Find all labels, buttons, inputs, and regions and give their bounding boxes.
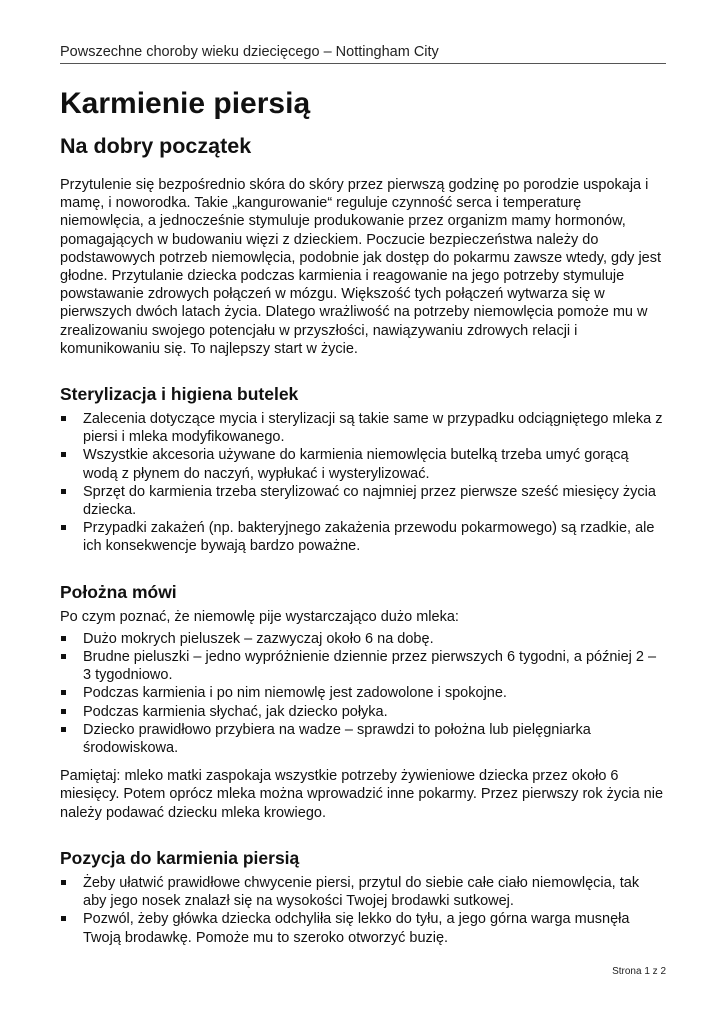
list-item (60, 910, 666, 946)
bullet-icon (61, 416, 66, 421)
bullet-icon (61, 452, 66, 457)
list-item (60, 648, 666, 684)
list-item (60, 721, 666, 757)
list-item-text: Przypadki zakażeń (np. bakteryjnego zakażenia przewodu pokarmowego) są rzadkie, ale ich konsekwencje bywają bardzo poważne. (83, 520, 655, 555)
list-item (60, 630, 666, 648)
document-page (60, 0, 666, 1024)
page-title: Karmienie piersią (60, 87, 311, 120)
intro-paragraph: Przytulenie się bezpośrednio skóra do skóry przez pierwszą godzinę po porodzie uspokaja i mamę, i noworodka. Takie „kangurowanie“ reguluje czynność serca i temperaturę niemowlęcia, a jednocześnie stymuluje produkowanie przez organizm mamy hormonów, pomagających w budowaniu więzi z dzieckiem. Poczucie bezpieczeństwa należy do podstawowych potrzeb niemowlęcia, podobnie jak dostęp do pokarmu zawsze wtedy, gdy jest głodne. Przytulanie dziecka podczas karmienia i reagowanie na jego potrzeby stymuluje powstawanie zdrowych połączeń w mózgu. Większość tych połączeń wytwarza się w pierwszych dwóch latach życia. Dlatego wrażliwość na potrzeby niemowlęcia pomoże mu w zrealizowaniu swojego potencjału w przyszłości, nawiązywaniu zdrowych relacji i komunikowaniu się. To najlepszy start w życie. (60, 177, 662, 357)
bullet-icon (61, 654, 66, 659)
list-item (60, 874, 666, 910)
list-item (60, 519, 666, 555)
list-item-text: Dziecko prawidłowo przybiera na wadze – sprawdzi to położna lub pielęgniarka środowiskowa. (83, 721, 591, 757)
position-list (60, 874, 666, 947)
bullet-icon (61, 727, 66, 732)
list-item (60, 684, 666, 702)
list-item (60, 410, 666, 446)
page-subtitle: Na dobry początek (60, 134, 252, 158)
list-item-text: Brudne pieluszki – jedno wypróżnienie dziennie przez pierwszych 6 tygodni, a później 2 – 3 tygodniowo. (83, 649, 657, 684)
list-item-text: Podczas karmienia słychać, jak dziecko połyka. (83, 703, 388, 720)
list-item-text: Dużo mokrych pieluszek – zazwyczaj około 6 na dobę. (83, 630, 434, 647)
sterilization-section (60, 382, 666, 556)
list-item-text: Wszystkie akcesoria używane do karmienia niemowlęcia butelką trzeba umyć gorącą wodą z płynem do naczyń, wypłukać i wysterylizować. (83, 447, 629, 482)
midwife-section (60, 580, 666, 822)
list-item (60, 483, 666, 519)
midwife-list (60, 630, 666, 757)
list-item-text: Sprzęt do karmienia trzeba sterylizować co najmniej przez pierwsze sześć miesięcy życia dziecka. (83, 483, 656, 519)
bullet-icon (61, 880, 66, 885)
list-item-text: Zalecenia dotyczące mycia i sterylizacji są takie same w przypadku odciągniętego mleka z piersi i mleka modyfikowanego. (83, 411, 663, 446)
bullet-icon (61, 916, 66, 921)
position-heading: Pozycja do karmienia piersią (60, 847, 300, 868)
list-item-text: Podczas karmienia i po nim niemowlę jest zadowolone i spokojne. (83, 685, 507, 702)
sterilization-heading: Sterylizacja i higiena butelek (60, 384, 299, 405)
bullet-icon (61, 636, 66, 641)
list-item (60, 703, 666, 721)
bullet-icon (61, 489, 66, 494)
page-number: Strona 1 z 2 (612, 966, 666, 977)
running-header: Powszechne choroby wieku dziecięcego – Nottingham City (60, 43, 666, 64)
bullet-icon (61, 709, 66, 714)
sterilization-list (60, 410, 666, 556)
page-content (60, 82, 666, 947)
position-section (60, 846, 666, 947)
bullet-icon (61, 690, 66, 695)
midwife-heading: Położna mówi (60, 581, 177, 602)
bullet-icon (61, 525, 66, 530)
list-item-text: Żeby ułatwić prawidłowe chwycenie piersi, przytul do siebie całe ciało niemowlęcia, tak aby jego nosek znalazł się na wysokości Twojej brodawki sutkowej. (83, 874, 640, 910)
midwife-intro: Po czym poznać, że niemowlę pije wystarczająco dużo mleka: (60, 608, 459, 625)
midwife-note: Pamiętaj: mleko matki zaspokaja wszystkie potrzeby żywieniowe dziecka przez około 6 miesięcy. Potem oprócz mleka można wprowadzić inne pokarmy. Przez pierwszy rok życia nie należy podawać dziecku mleka krowiego. (60, 768, 664, 821)
list-item (60, 446, 666, 482)
list-item-text: Pozwól, żeby główka dziecka odchyliła się lekko do tyłu, a jego górna warga musnęła Twoją brodawkę. Pomoże mu to szeroko otworzyć buzię. (83, 911, 630, 946)
